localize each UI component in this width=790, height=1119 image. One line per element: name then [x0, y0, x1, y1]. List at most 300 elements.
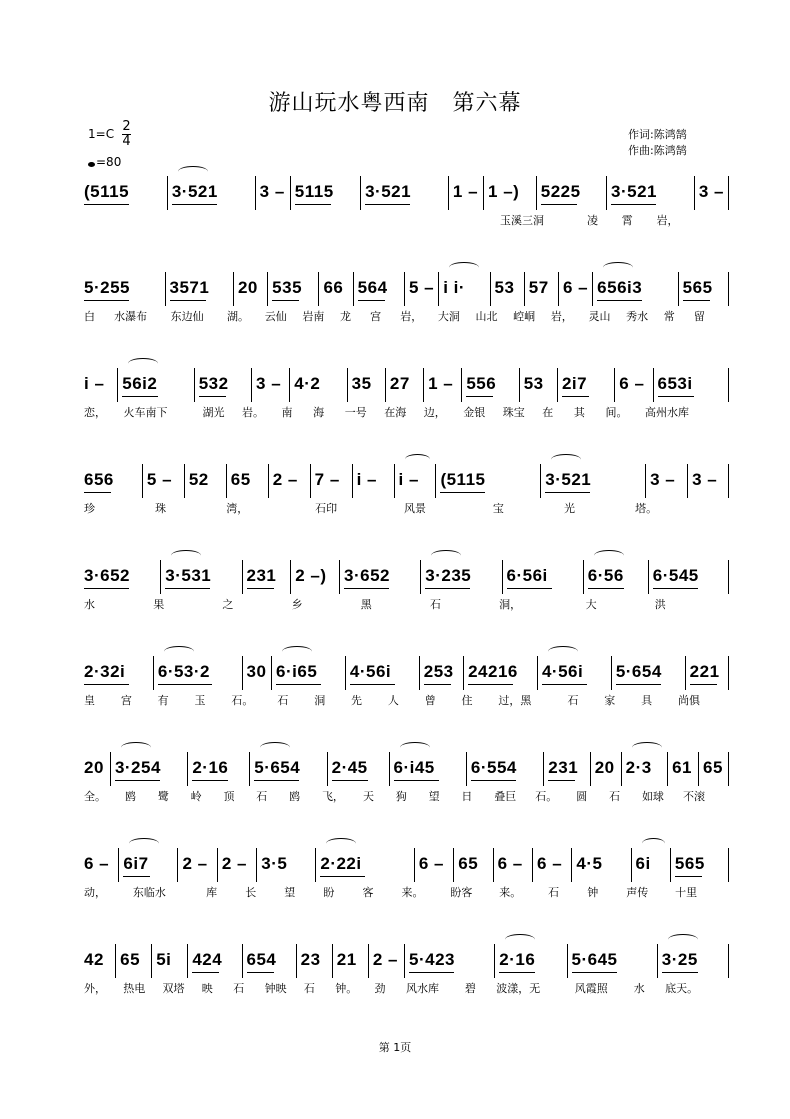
- bar-line: [532, 848, 533, 882]
- slur-mark: [632, 742, 662, 753]
- bar-line: [290, 176, 291, 210]
- bar-line: [318, 272, 319, 306]
- composer-credit: 作曲:陈鸿鹄: [628, 144, 687, 157]
- beam-line: [332, 780, 368, 781]
- lyric-syllable: 劲: [374, 982, 386, 995]
- measure-notes: 61: [672, 758, 693, 777]
- beam-line: [295, 204, 331, 205]
- bar-line: [670, 848, 671, 882]
- bar-line: [360, 176, 361, 210]
- measure-notes: 27: [389, 374, 410, 393]
- measure-notes: 57: [528, 278, 549, 297]
- measure-notes: 556: [466, 374, 497, 393]
- slur-mark: [548, 646, 578, 657]
- bar-line: [728, 560, 729, 594]
- beam-line: [320, 876, 365, 877]
- lyric-syllable: 不滚: [682, 790, 705, 803]
- beam-line: [394, 780, 439, 781]
- lyric-syllable: 灵山: [588, 310, 611, 323]
- bar-line: [698, 752, 699, 786]
- beam-line: [199, 396, 226, 397]
- lyric-syllable: 高州水库: [644, 406, 689, 419]
- slur-mark: [449, 262, 479, 273]
- measure-notes: 564: [357, 278, 388, 297]
- lyric-syllable: 常: [663, 310, 675, 323]
- bar-line: [728, 368, 729, 402]
- lyric-syllable: 全。: [84, 790, 106, 803]
- lyric-syllable: 风霞照: [574, 982, 608, 995]
- lyric-syllable: 水: [633, 982, 645, 995]
- lyric-syllable: 龙: [340, 310, 351, 323]
- bar-line: [347, 368, 348, 402]
- bar-line: [502, 560, 503, 594]
- measure-notes: 3 –: [259, 182, 285, 201]
- measure-notes: 3·531: [165, 566, 212, 585]
- lyric-syllable: 果: [153, 598, 165, 611]
- bar-line: [494, 944, 495, 978]
- measure-notes: 2·22i: [320, 854, 362, 873]
- measure-notes: 7 –: [314, 470, 340, 489]
- measure-notes: 3·235: [425, 566, 472, 585]
- bar-line: [728, 176, 729, 210]
- bar-line: [327, 752, 328, 786]
- measure-notes: 4·5: [576, 854, 603, 873]
- bar-line: [728, 848, 729, 882]
- measure-notes: 21: [336, 950, 357, 969]
- lyric-syllable: 飞，: [321, 790, 344, 803]
- beam-line: [122, 396, 158, 397]
- bar-line: [332, 944, 333, 978]
- beam-line: [84, 588, 129, 589]
- measure-notes: 5·423: [409, 950, 455, 969]
- beam-line: [466, 396, 493, 397]
- lyric-syllable: 石。: [535, 790, 558, 803]
- beam-line: [123, 876, 150, 877]
- bar-line: [115, 944, 116, 978]
- lyric-syllable: 钟: [587, 886, 599, 899]
- lyric-syllable: 湖光: [202, 406, 225, 419]
- lyric-syllable: 岩。: [242, 406, 265, 419]
- lyric-syllable: 岩，: [400, 310, 423, 323]
- bar-line: [184, 464, 185, 498]
- lyric-syllable: 底天。: [665, 982, 699, 995]
- lyric-syllable: 石: [303, 982, 315, 995]
- slur-mark: [326, 838, 356, 849]
- bar-line: [315, 848, 316, 882]
- measure-notes: 5225: [540, 182, 581, 201]
- beam-line: [84, 300, 129, 301]
- bar-line: [438, 272, 439, 306]
- time-signature-bottom: 4: [122, 134, 131, 149]
- lyric-syllable: 湖。: [227, 310, 250, 323]
- lyric-syllable: 有: [157, 694, 169, 707]
- measure-notes: i –: [84, 374, 105, 393]
- bar-line: [118, 848, 119, 882]
- bar-line: [540, 464, 541, 498]
- beam-line: [158, 684, 212, 685]
- lyric-syllable: 山北: [475, 310, 498, 323]
- lyric-syllable: 外，: [84, 982, 106, 995]
- lyric-syllable: 圆: [576, 790, 588, 803]
- measure-notes: 6·i65: [276, 662, 318, 681]
- measure-notes: 3·652: [344, 566, 390, 585]
- measure-notes: 6·i45: [393, 758, 435, 777]
- beam-line: [597, 300, 642, 301]
- bar-line: [165, 272, 166, 306]
- bar-line: [645, 464, 646, 498]
- notation-line: [80, 662, 730, 684]
- lyric-syllable: 玉溪三洞: [500, 214, 544, 227]
- bar-line: [728, 464, 729, 498]
- measure-notes: 2i7: [561, 374, 588, 393]
- measure-notes: 6·56: [587, 566, 624, 585]
- bar-line: [558, 272, 559, 306]
- beam-line: [192, 972, 219, 973]
- lyric-syllable: 海: [313, 406, 325, 419]
- lyric-syllable: 之: [222, 598, 234, 611]
- bar-line: [151, 944, 152, 978]
- measure-notes: 4·56i: [541, 662, 584, 681]
- bar-line: [385, 368, 386, 402]
- bar-line: [117, 368, 118, 402]
- measure-notes: 23: [300, 950, 321, 969]
- tempo-marking: [88, 155, 121, 169]
- bar-line: [614, 368, 615, 402]
- lyric-syllable: 洪: [654, 598, 666, 611]
- bar-line: [255, 176, 256, 210]
- measure-notes: 3·25: [661, 950, 698, 969]
- bar-line: [368, 944, 369, 978]
- lyric-syllable: 风景: [404, 502, 426, 515]
- measure-notes: 2·16: [192, 758, 229, 777]
- lyric-syllable: 乡: [291, 598, 303, 611]
- bar-line: [524, 272, 525, 306]
- lyric-syllable: 叠巨: [494, 790, 517, 803]
- measure-notes: 3·521: [171, 182, 218, 201]
- measure-notes: 565: [674, 854, 705, 873]
- measure-notes: 3·521: [611, 182, 657, 201]
- bar-line: [694, 176, 695, 210]
- lyric-syllable: 钟映: [264, 982, 287, 995]
- measure-notes: 253: [423, 662, 454, 681]
- lyric-syllable: 来。: [499, 886, 522, 899]
- bar-line: [177, 848, 178, 882]
- bar-line: [233, 272, 234, 306]
- measure-notes: 1 –): [488, 182, 520, 201]
- lyric-syllable: 云仙: [264, 310, 287, 323]
- lyric-syllable: 客: [362, 886, 374, 899]
- beam-line: [424, 684, 451, 685]
- slur-mark: [121, 742, 151, 753]
- measure-notes: 6 –: [537, 854, 563, 873]
- lyric-syllable: 碧: [464, 982, 476, 995]
- bar-line: [435, 464, 436, 498]
- measure-notes: 2 –: [221, 854, 248, 873]
- beam-line: [548, 780, 575, 781]
- measure-notes: 6i7: [123, 854, 149, 873]
- lyric-syllable: 边，: [423, 406, 446, 419]
- bar-line: [267, 272, 268, 306]
- measure-notes: 20: [84, 758, 104, 777]
- lyric-syllable: 岩，: [550, 310, 573, 323]
- measure-notes: 424: [192, 950, 223, 969]
- measure-notes: 65: [120, 950, 141, 969]
- bar-line: [519, 368, 520, 402]
- measure-notes: 6 –: [562, 278, 589, 297]
- lyric-syllable: 珠宝: [502, 406, 525, 419]
- slur-mark: [405, 454, 431, 465]
- measure-notes: 53: [523, 374, 544, 393]
- measure-notes: 5i: [156, 950, 172, 969]
- beam-line: [499, 972, 535, 973]
- slur-mark: [164, 646, 194, 657]
- measure-notes: 3·5: [261, 854, 288, 873]
- beam-line: [254, 780, 299, 781]
- slur-mark: [551, 454, 581, 465]
- bar-line: [648, 560, 649, 594]
- lyric-syllable: 波漾，无: [496, 982, 541, 995]
- measure-notes: (5115: [84, 182, 130, 201]
- slur-mark: [668, 934, 698, 945]
- bar-line: [592, 272, 593, 306]
- lyric-syllable: 宫: [370, 310, 382, 323]
- lyric-syllable: 霄: [621, 214, 633, 227]
- lyric-syllable: 过，黑: [498, 694, 532, 707]
- measure-notes: 6 –: [418, 854, 444, 873]
- lyric-syllable: 岭: [190, 790, 202, 803]
- bar-line: [667, 752, 668, 786]
- slur-mark: [431, 550, 461, 561]
- measure-notes: 532: [198, 374, 229, 393]
- bar-line: [571, 848, 572, 882]
- bar-line: [611, 656, 612, 690]
- lyric-syllable: 在: [542, 406, 554, 419]
- beam-line: [440, 492, 485, 493]
- measure-notes: 535: [272, 278, 303, 297]
- lyric-syllable: 秀水: [626, 310, 649, 323]
- lyric-syllable: 玉: [194, 694, 206, 707]
- measure-notes: 3 –: [650, 470, 676, 489]
- measure-notes: 6 –: [497, 854, 523, 873]
- time-signature: [122, 120, 131, 149]
- lyric-syllable: 狗: [395, 790, 407, 803]
- notation-line: [80, 854, 730, 876]
- bar-line: [217, 848, 218, 882]
- lyric-syllable: 珍: [84, 502, 95, 515]
- beam-line: [84, 204, 129, 205]
- measure-notes: 65: [703, 758, 723, 777]
- measure-notes: 6·545: [652, 566, 699, 585]
- bar-line: [389, 752, 390, 786]
- bar-line: [153, 656, 154, 690]
- beam-line: [588, 588, 624, 589]
- bar-line: [493, 848, 494, 882]
- measure-notes: 66: [323, 278, 344, 297]
- measure-notes: 5·645: [571, 950, 618, 969]
- slur-mark: [505, 934, 535, 945]
- bar-line: [110, 752, 111, 786]
- bar-line: [466, 752, 467, 786]
- notation-line: [80, 950, 730, 972]
- measure-notes: 5 –: [409, 278, 435, 297]
- beam-line: [683, 300, 710, 301]
- bar-line: [167, 176, 168, 210]
- bar-line: [242, 560, 243, 594]
- measure-notes: 2·32i: [84, 662, 126, 681]
- measure-notes: 1 –: [452, 182, 479, 201]
- bar-line: [631, 848, 632, 882]
- notation-line: [80, 182, 730, 204]
- measure-notes: 35: [351, 374, 372, 393]
- beam-line: [507, 588, 552, 589]
- bar-line: [339, 560, 340, 594]
- measure-notes: (5115: [440, 470, 486, 489]
- bar-line: [296, 944, 297, 978]
- lyric-syllable: 岩南: [302, 310, 325, 323]
- bar-line: [583, 560, 584, 594]
- measure-notes: 3571: [169, 278, 210, 297]
- lyric-syllable: 来。: [401, 886, 424, 899]
- lyric-syllable: 石: [548, 886, 560, 899]
- measure-notes: 65: [230, 470, 251, 489]
- slur-mark: [128, 358, 158, 369]
- bar-line: [728, 272, 729, 306]
- bar-line: [687, 464, 688, 498]
- lyric-syllable: 南: [281, 406, 293, 419]
- lyricist-credit: 作词:陈鸿鹄: [628, 128, 687, 141]
- beam-line: [675, 876, 702, 877]
- measure-notes: i –: [356, 470, 377, 489]
- measure-notes: 4·56i: [349, 662, 392, 681]
- measure-notes: 6 –: [84, 854, 110, 873]
- tempo-value: =80: [96, 155, 122, 169]
- bar-line: [290, 560, 291, 594]
- measure-notes: i i·: [443, 278, 466, 297]
- measure-notes: 6·554: [470, 758, 517, 777]
- measure-notes: 2·3: [625, 758, 652, 777]
- measure-notes: 52: [188, 470, 209, 489]
- beam-line: [545, 492, 590, 493]
- measure-notes: 3·254: [114, 758, 161, 777]
- lyric-syllable: 盼客: [450, 886, 473, 899]
- beam-line: [611, 204, 656, 205]
- beam-line: [272, 300, 299, 301]
- bar-line: [394, 464, 395, 498]
- bar-line: [728, 752, 729, 786]
- measure-notes: 6·53·2: [157, 662, 210, 681]
- slur-mark: [129, 838, 159, 849]
- measure-notes: 2 –): [295, 566, 327, 585]
- bar-line: [187, 944, 188, 978]
- slur-mark: [178, 166, 208, 177]
- beam-line: [409, 972, 454, 973]
- beam-line: [365, 204, 410, 205]
- bar-line: [194, 368, 195, 402]
- bar-line: [590, 752, 591, 786]
- bar-line: [536, 176, 537, 210]
- bar-line: [404, 944, 405, 978]
- bar-line: [685, 656, 686, 690]
- beam-line: [662, 972, 698, 973]
- measure-notes: 231: [246, 566, 277, 585]
- lyric-syllable: 鸥: [289, 790, 301, 803]
- beam-line: [468, 684, 513, 685]
- bar-line: [490, 272, 491, 306]
- beam-line: [542, 684, 587, 685]
- bar-line: [543, 752, 544, 786]
- measure-notes: 2·16: [499, 950, 536, 969]
- measure-notes: 6i: [635, 854, 651, 873]
- lyric-syllable: 崆峒: [513, 310, 536, 323]
- beam-line: [572, 972, 617, 973]
- measure-notes: 3·652: [84, 566, 130, 585]
- beam-line: [344, 588, 389, 589]
- bar-line: [226, 464, 227, 498]
- lyric-syllable: 大: [585, 598, 597, 611]
- lyric-syllable: 恋，: [84, 406, 106, 419]
- lyric-syllable: 库: [206, 886, 218, 899]
- measure-notes: 2 –: [182, 854, 208, 873]
- slur-mark: [260, 742, 290, 753]
- lyric-syllable: 家: [604, 694, 616, 707]
- bar-line: [289, 368, 290, 402]
- lyric-syllable: 岩，: [656, 214, 679, 227]
- bar-line: [187, 752, 188, 786]
- notation-line: [80, 374, 730, 396]
- measure-notes: 653i: [657, 374, 693, 393]
- bar-line: [242, 944, 243, 978]
- measure-notes: 20: [594, 758, 615, 777]
- lyric-syllable: 其: [573, 406, 585, 419]
- measure-notes: 3 –: [698, 182, 724, 201]
- beam-line: [170, 300, 206, 301]
- bar-line: [557, 368, 558, 402]
- lyric-syllable: 留: [693, 310, 705, 323]
- slur-mark: [642, 838, 665, 849]
- lyric-syllable: 尚俱: [677, 694, 700, 707]
- page-number: 第 1页: [378, 1041, 412, 1054]
- lyric-syllable: 石印: [315, 502, 338, 515]
- lyric-syllable: 如球: [641, 790, 664, 803]
- slur-mark: [171, 550, 201, 561]
- measure-notes: 5 –: [146, 470, 173, 489]
- bar-line: [567, 944, 568, 978]
- lyric-syllable: 顶: [223, 790, 235, 803]
- lyric-syllable: 风水库: [405, 982, 439, 995]
- measure-notes: 5·654: [254, 758, 301, 777]
- bar-line: [353, 272, 354, 306]
- bar-line: [657, 944, 658, 978]
- lyric-syllable: 望: [428, 790, 440, 803]
- beam-line: [192, 780, 228, 781]
- measure-notes: 30: [246, 662, 267, 681]
- bar-line: [420, 560, 421, 594]
- bar-line: [345, 656, 346, 690]
- bar-line: [249, 752, 250, 786]
- measure-notes: 654: [246, 950, 277, 969]
- measure-notes: 5·255: [84, 278, 130, 297]
- measure-notes: 3 –: [692, 470, 718, 489]
- notation-line: [80, 278, 730, 300]
- lyric-syllable: 石: [233, 982, 245, 995]
- measure-notes: 656i3: [597, 278, 643, 297]
- slur-mark: [400, 742, 430, 753]
- measure-notes: 231: [548, 758, 579, 777]
- beam-line: [350, 684, 395, 685]
- measure-notes: 3 –: [256, 374, 282, 393]
- credits: [628, 127, 687, 159]
- quarter-note-icon: [88, 162, 95, 167]
